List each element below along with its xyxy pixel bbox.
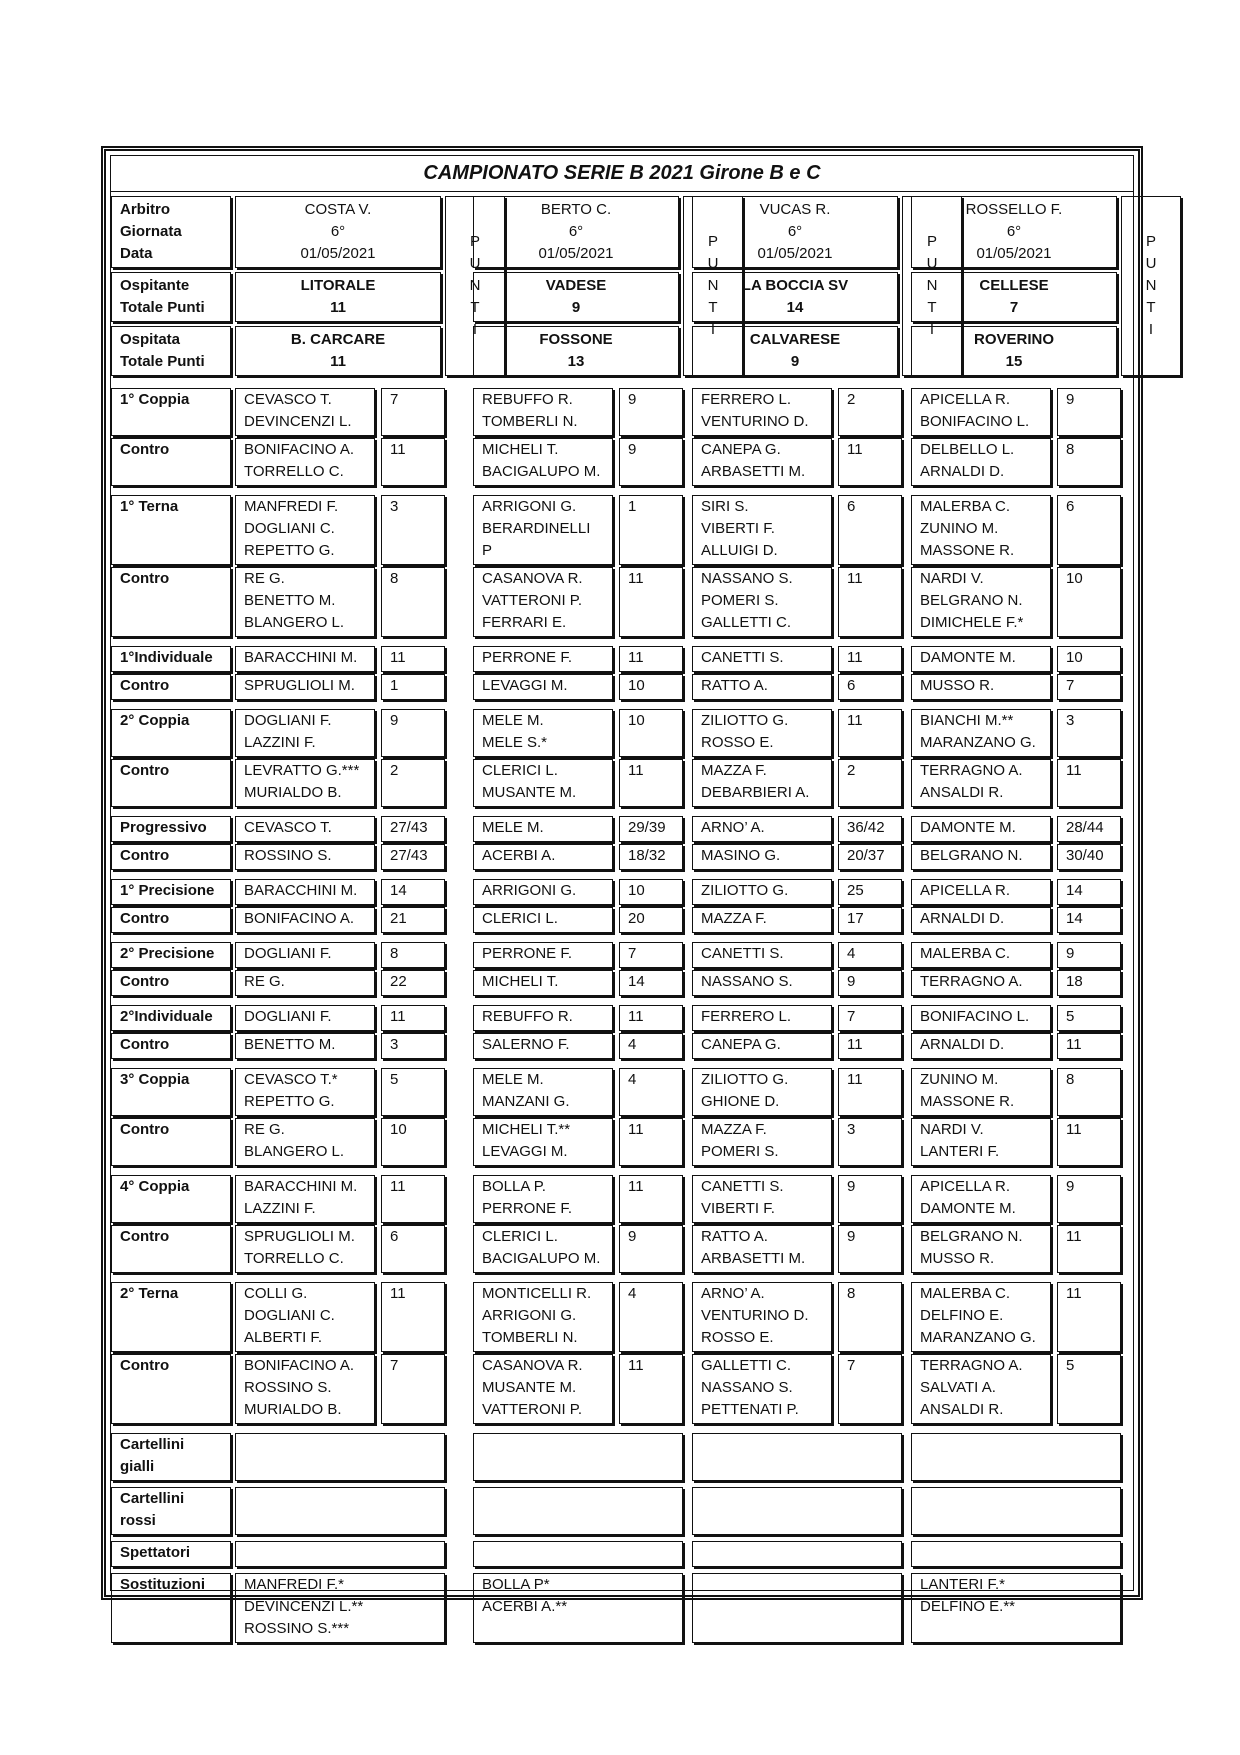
- row-20-points-1: 11: [381, 1282, 445, 1352]
- row-12-names-4: MALERBA C.: [911, 942, 1051, 968]
- row-19-names-2: CLERICI L. BACIGALUPO M.: [473, 1225, 613, 1273]
- row-5-points-4: 7: [1057, 674, 1121, 700]
- row-16-names-3: ZILIOTTO G. GHIONE D.: [692, 1068, 832, 1116]
- row-label-11: Contro: [111, 907, 231, 933]
- row-20-points-2: 4: [619, 1282, 683, 1352]
- row-label-17: Contro: [111, 1118, 231, 1166]
- punti-column-4: P U N T I: [1121, 196, 1181, 376]
- row-9-points-3: 20/37: [838, 844, 902, 870]
- row-19-names-1: SPRUGLIOLI M. TORRELLO C.: [235, 1225, 375, 1273]
- row-7-points-3: 2: [838, 759, 902, 807]
- row-14-points-3: 7: [838, 1005, 902, 1031]
- row-17-names-2: MICHELI T.** LEVAGGI M.: [473, 1118, 613, 1166]
- row-5-names-4: MUSSO R.: [911, 674, 1051, 700]
- row-2-points-1: 3: [381, 495, 445, 565]
- footer-label-0: Cartellini gialli: [111, 1433, 231, 1481]
- row-20-names-4: MALERBA C. DELFINO E. MARANZANO G.: [911, 1282, 1051, 1352]
- punti-column-1: P U N T I: [445, 196, 505, 376]
- row-11-names-2: CLERICI L.: [473, 907, 613, 933]
- row-16-names-4: ZUNINO M. MASSONE R.: [911, 1068, 1051, 1116]
- row-17-names-1: RE G. BLANGERO L.: [235, 1118, 375, 1166]
- row-7-names-1: LEVRATTO G.*** MURIALDO B.: [235, 759, 375, 807]
- row-6-names-1: DOGLIANI F. LAZZINI F.: [235, 709, 375, 757]
- row-7-names-3: MAZZA F. DEBARBIERI A.: [692, 759, 832, 807]
- row-13-names-1: RE G.: [235, 970, 375, 996]
- row-5-names-3: RATTO A.: [692, 674, 832, 700]
- row-19-names-3: RATTO A. ARBASETTI M.: [692, 1225, 832, 1273]
- row-21-points-2: 11: [619, 1354, 683, 1424]
- row-7-points-4: 11: [1057, 759, 1121, 807]
- row-9-names-2: ACERBI A.: [473, 844, 613, 870]
- row-label-14: 2°Individuale: [111, 1005, 231, 1031]
- row-15-points-2: 4: [619, 1033, 683, 1059]
- row-17-names-4: NARDI V. LANTERI F.: [911, 1118, 1051, 1166]
- row-7-points-1: 2: [381, 759, 445, 807]
- row-label-1: Contro: [111, 438, 231, 486]
- row-8-names-1: CEVASCO T.: [235, 816, 375, 842]
- row-9-names-3: MASINO G.: [692, 844, 832, 870]
- row-0-names-3: FERRERO L. VENTURINO D.: [692, 388, 832, 436]
- row-17-points-3: 3: [838, 1118, 902, 1166]
- row-label-7: Contro: [111, 759, 231, 807]
- row-16-names-2: MELE M. MANZANI G.: [473, 1068, 613, 1116]
- match-1-home: LITORALE 11: [235, 272, 441, 322]
- match-1-header: COSTA V. 6° 01/05/2021: [235, 196, 441, 268]
- sheet-title: CAMPIONATO SERIE B 2021 Girone B e C: [111, 156, 1133, 192]
- row-9-names-1: ROSSINO S.: [235, 844, 375, 870]
- row-21-points-3: 7: [838, 1354, 902, 1424]
- row-14-names-4: BONIFACINO L.: [911, 1005, 1051, 1031]
- footer-2-value-3: [692, 1541, 902, 1567]
- row-9-names-4: BELGRANO N.: [911, 844, 1051, 870]
- row-16-points-4: 8: [1057, 1068, 1121, 1116]
- row-21-points-4: 5: [1057, 1354, 1121, 1424]
- row-10-names-3: ZILIOTTO G.: [692, 879, 832, 905]
- row-label-6: 2° Coppia: [111, 709, 231, 757]
- row-1-names-2: MICHELI T. BACIGALUPO M.: [473, 438, 613, 486]
- row-5-names-1: SPRUGLIOLI M.: [235, 674, 375, 700]
- row-10-names-4: APICELLA R.: [911, 879, 1051, 905]
- footer-2-value-4: [911, 1541, 1121, 1567]
- row-19-points-1: 6: [381, 1225, 445, 1273]
- row-6-names-2: MELE M. MELE S.*: [473, 709, 613, 757]
- row-4-points-4: 10: [1057, 646, 1121, 672]
- match-2-away: FOSSONE 13: [473, 326, 679, 376]
- footer-0-value-4: [911, 1433, 1121, 1481]
- row-18-points-1: 11: [381, 1175, 445, 1223]
- row-14-names-2: REBUFFO R.: [473, 1005, 613, 1031]
- row-3-points-3: 11: [838, 567, 902, 637]
- row-label-20: 2° Terna: [111, 1282, 231, 1352]
- row-6-points-4: 3: [1057, 709, 1121, 757]
- row-5-names-2: LEVAGGI M.: [473, 674, 613, 700]
- row-20-names-1: COLLI G. DOGLIANI C. ALBERTI F.: [235, 1282, 375, 1352]
- match-4-away: ROVERINO 15: [911, 326, 1117, 376]
- row-0-names-1: CEVASCO T. DEVINCENZI L.: [235, 388, 375, 436]
- row-4-names-4: DAMONTE M.: [911, 646, 1051, 672]
- footer-label-2: Spettatori: [111, 1541, 231, 1567]
- row-16-points-1: 5: [381, 1068, 445, 1116]
- footer-2-value-2: [473, 1541, 683, 1567]
- footer-2-value-1: [235, 1541, 445, 1567]
- row-5-points-1: 1: [381, 674, 445, 700]
- row-label-21: Contro: [111, 1354, 231, 1424]
- row-0-points-1: 7: [381, 388, 445, 436]
- row-10-points-2: 10: [619, 879, 683, 905]
- row-21-names-3: GALLETTI C. NASSANO S. PETTENATI P.: [692, 1354, 832, 1424]
- row-6-names-3: ZILIOTTO G. ROSSO E.: [692, 709, 832, 757]
- row-3-points-1: 8: [381, 567, 445, 637]
- row-14-points-4: 5: [1057, 1005, 1121, 1031]
- score-sheet-inner: [110, 155, 1157, 1637]
- row-13-names-4: TERRAGNO A.: [911, 970, 1051, 996]
- row-6-points-3: 11: [838, 709, 902, 757]
- row-1-points-4: 8: [1057, 438, 1121, 486]
- row-3-names-3: NASSANO S. POMERI S. GALLETTI C.: [692, 567, 832, 637]
- row-label-18: 4° Coppia: [111, 1175, 231, 1223]
- punti-column-3: P U N T I: [902, 196, 962, 376]
- row-19-names-4: BELGRANO N. MUSSO R.: [911, 1225, 1051, 1273]
- row-13-points-4: 18: [1057, 970, 1121, 996]
- row-15-names-3: CANEPA G.: [692, 1033, 832, 1059]
- row-21-names-4: TERRAGNO A. SALVATI A. ANSALDI R.: [911, 1354, 1051, 1424]
- row-15-points-1: 3: [381, 1033, 445, 1059]
- footer-0-value-2: [473, 1433, 683, 1481]
- row-0-points-4: 9: [1057, 388, 1121, 436]
- row-19-points-2: 9: [619, 1225, 683, 1273]
- footer-1-value-4: [911, 1487, 1121, 1535]
- row-14-points-2: 11: [619, 1005, 683, 1031]
- row-13-names-2: MICHELI T.: [473, 970, 613, 996]
- row-1-points-1: 11: [381, 438, 445, 486]
- row-11-names-3: MAZZA F.: [692, 907, 832, 933]
- row-17-points-4: 11: [1057, 1118, 1121, 1166]
- row-2-names-2: ARRIGONI G. BERARDINELLI P: [473, 495, 613, 565]
- row-label-15: Contro: [111, 1033, 231, 1059]
- label-ospitante: Ospitante Totale Punti: [111, 272, 231, 322]
- row-12-points-4: 9: [1057, 942, 1121, 968]
- row-20-names-2: MONTICELLI R. ARRIGONI G. TOMBERLI N.: [473, 1282, 613, 1352]
- row-15-points-3: 11: [838, 1033, 902, 1059]
- row-label-12: 2° Precisione: [111, 942, 231, 968]
- row-20-points-4: 11: [1057, 1282, 1121, 1352]
- row-20-points-3: 8: [838, 1282, 902, 1352]
- row-label-10: 1° Precisione: [111, 879, 231, 905]
- row-label-8: Progressivo: [111, 816, 231, 842]
- row-0-points-2: 9: [619, 388, 683, 436]
- row-5-points-2: 10: [619, 674, 683, 700]
- row-18-names-4: APICELLA R. DAMONTE M.: [911, 1175, 1051, 1223]
- row-3-points-2: 11: [619, 567, 683, 637]
- match-2-home: VADESE 9: [473, 272, 679, 322]
- row-13-points-1: 22: [381, 970, 445, 996]
- row-14-names-1: DOGLIANI F.: [235, 1005, 375, 1031]
- row-1-names-1: BONIFACINO A. TORRELLO C.: [235, 438, 375, 486]
- row-18-names-1: BARACCHINI M. LAZZINI F.: [235, 1175, 375, 1223]
- row-3-names-4: NARDI V. BELGRANO N. DIMICHELE F.*: [911, 567, 1051, 637]
- row-1-names-4: DELBELLO L. ARNALDI D.: [911, 438, 1051, 486]
- row-11-points-4: 14: [1057, 907, 1121, 933]
- row-18-points-2: 11: [619, 1175, 683, 1223]
- row-13-points-3: 9: [838, 970, 902, 996]
- row-18-points-3: 9: [838, 1175, 902, 1223]
- row-0-points-3: 2: [838, 388, 902, 436]
- footer-1-value-2: [473, 1487, 683, 1535]
- row-7-names-4: TERRAGNO A. ANSALDI R.: [911, 759, 1051, 807]
- row-3-names-2: CASANOVA R. VATTERONI P. FERRARI E.: [473, 567, 613, 637]
- row-12-points-3: 4: [838, 942, 902, 968]
- row-label-13: Contro: [111, 970, 231, 996]
- row-6-points-2: 10: [619, 709, 683, 757]
- footer-1-value-3: [692, 1487, 902, 1535]
- row-9-points-1: 27/43: [381, 844, 445, 870]
- row-21-names-1: BONIFACINO A. ROSSINO S. MURIALDO B.: [235, 1354, 375, 1424]
- row-2-points-2: 1: [619, 495, 683, 565]
- row-19-points-4: 11: [1057, 1225, 1121, 1273]
- row-10-points-1: 14: [381, 879, 445, 905]
- row-15-points-4: 11: [1057, 1033, 1121, 1059]
- row-17-points-1: 10: [381, 1118, 445, 1166]
- row-12-points-2: 7: [619, 942, 683, 968]
- row-2-names-4: MALERBA C. ZUNINO M. MASSONE R.: [911, 495, 1051, 565]
- row-19-points-3: 9: [838, 1225, 902, 1273]
- row-16-points-3: 11: [838, 1068, 902, 1116]
- row-21-points-1: 7: [381, 1354, 445, 1424]
- row-2-names-1: MANFREDI F. DOGLIANI C. REPETTO G.: [235, 495, 375, 565]
- row-4-points-2: 11: [619, 646, 683, 672]
- row-11-points-3: 17: [838, 907, 902, 933]
- row-14-points-1: 11: [381, 1005, 445, 1031]
- match-3-header: VUCAS R. 6° 01/05/2021: [692, 196, 898, 268]
- row-10-names-1: BARACCHINI M.: [235, 879, 375, 905]
- row-label-2: 1° Terna: [111, 495, 231, 565]
- row-17-names-3: MAZZA F. POMERI S.: [692, 1118, 832, 1166]
- match-3-home: LA BOCCIA SV 14: [692, 272, 898, 322]
- label-header: Arbitro Giornata Data: [111, 196, 231, 268]
- row-1-names-3: CANEPA G. ARBASETTI M.: [692, 438, 832, 486]
- row-18-points-4: 9: [1057, 1175, 1121, 1223]
- row-2-names-3: SIRI S. VIBERTI F. ALLUIGI D.: [692, 495, 832, 565]
- row-4-names-2: PERRONE F.: [473, 646, 613, 672]
- row-0-names-2: REBUFFO R. TOMBERLI N.: [473, 388, 613, 436]
- row-8-points-2: 29/39: [619, 816, 683, 842]
- row-11-points-2: 20: [619, 907, 683, 933]
- row-6-points-1: 9: [381, 709, 445, 757]
- row-12-names-3: CANETTI S.: [692, 942, 832, 968]
- row-16-points-2: 4: [619, 1068, 683, 1116]
- row-6-names-4: BIANCHI M.** MARANZANO G.: [911, 709, 1051, 757]
- row-7-names-2: CLERICI L. MUSANTE M.: [473, 759, 613, 807]
- footer-1-value-1: [235, 1487, 445, 1535]
- row-label-19: Contro: [111, 1225, 231, 1273]
- row-2-points-4: 6: [1057, 495, 1121, 565]
- row-10-points-3: 25: [838, 879, 902, 905]
- row-8-names-2: MELE M.: [473, 816, 613, 842]
- row-18-names-3: CANETTI S. VIBERTI F.: [692, 1175, 832, 1223]
- row-label-9: Contro: [111, 844, 231, 870]
- row-8-points-1: 27/43: [381, 816, 445, 842]
- row-8-points-4: 28/44: [1057, 816, 1121, 842]
- row-10-names-2: ARRIGONI G.: [473, 879, 613, 905]
- match-2-header: BERTO C. 6° 01/05/2021: [473, 196, 679, 268]
- row-12-names-2: PERRONE F.: [473, 942, 613, 968]
- row-4-names-3: CANETTI S.: [692, 646, 832, 672]
- row-2-points-3: 6: [838, 495, 902, 565]
- row-8-names-3: ARNO’ A.: [692, 816, 832, 842]
- row-18-names-2: BOLLA P. PERRONE F.: [473, 1175, 613, 1223]
- label-ospitata: Ospitata Totale Punti: [111, 326, 231, 376]
- row-8-points-3: 36/42: [838, 816, 902, 842]
- row-8-names-4: DAMONTE M.: [911, 816, 1051, 842]
- row-12-points-1: 8: [381, 942, 445, 968]
- row-5-points-3: 6: [838, 674, 902, 700]
- row-label-0: 1° Coppia: [111, 388, 231, 436]
- footer-0-value-3: [692, 1433, 902, 1481]
- row-11-names-1: BONIFACINO A.: [235, 907, 375, 933]
- row-0-names-4: APICELLA R. BONIFACINO L.: [911, 388, 1051, 436]
- footer-0-value-1: [235, 1433, 445, 1481]
- row-9-points-4: 30/40: [1057, 844, 1121, 870]
- row-label-3: Contro: [111, 567, 231, 637]
- score-sheet: [101, 146, 1157, 1637]
- match-4-header: ROSSELLO F. 6° 01/05/2021: [911, 196, 1117, 268]
- row-15-names-2: SALERNO F.: [473, 1033, 613, 1059]
- row-9-points-2: 18/32: [619, 844, 683, 870]
- row-label-4: 1°Individuale: [111, 646, 231, 672]
- footer-3-value-1: MANFREDI F.* DEVINCENZI L.** ROSSINO S.***: [235, 1573, 445, 1643]
- row-3-names-1: RE G. BENETTO M. BLANGERO L.: [235, 567, 375, 637]
- footer-3-value-4: LANTERI F.* DELFINO E.**: [911, 1573, 1121, 1643]
- match-4-home: CELLESE 7: [911, 272, 1117, 322]
- row-1-points-3: 11: [838, 438, 902, 486]
- row-21-names-2: CASANOVA R. MUSANTE M. VATTERONI P.: [473, 1354, 613, 1424]
- match-1-away: B. CARCARE 11: [235, 326, 441, 376]
- row-11-points-1: 21: [381, 907, 445, 933]
- row-14-names-3: FERRERO L.: [692, 1005, 832, 1031]
- row-13-points-2: 14: [619, 970, 683, 996]
- footer-label-1: Cartellini rossi: [111, 1487, 231, 1535]
- row-15-names-4: ARNALDI D.: [911, 1033, 1051, 1059]
- row-7-points-2: 11: [619, 759, 683, 807]
- row-10-points-4: 14: [1057, 879, 1121, 905]
- footer-3-value-2: BOLLA P* ACERBI A.**: [473, 1573, 683, 1643]
- row-11-names-4: ARNALDI D.: [911, 907, 1051, 933]
- footer-3-value-3: [692, 1573, 902, 1643]
- row-1-points-2: 9: [619, 438, 683, 486]
- row-3-points-4: 10: [1057, 567, 1121, 637]
- row-label-16: 3° Coppia: [111, 1068, 231, 1116]
- row-16-names-1: CEVASCO T.* REPETTO G.: [235, 1068, 375, 1116]
- row-4-names-1: BARACCHINI M.: [235, 646, 375, 672]
- punti-column-2: P U N T I: [683, 196, 743, 376]
- footer-label-3: Sostituzioni: [111, 1573, 231, 1643]
- row-15-names-1: BENETTO M.: [235, 1033, 375, 1059]
- row-13-names-3: NASSANO S.: [692, 970, 832, 996]
- row-12-names-1: DOGLIANI F.: [235, 942, 375, 968]
- row-17-points-2: 11: [619, 1118, 683, 1166]
- row-label-5: Contro: [111, 674, 231, 700]
- row-4-points-3: 11: [838, 646, 902, 672]
- match-3-away: CALVARESE 9: [692, 326, 898, 376]
- row-20-names-3: ARNO’ A. VENTURINO D. ROSSO E.: [692, 1282, 832, 1352]
- row-4-points-1: 11: [381, 646, 445, 672]
